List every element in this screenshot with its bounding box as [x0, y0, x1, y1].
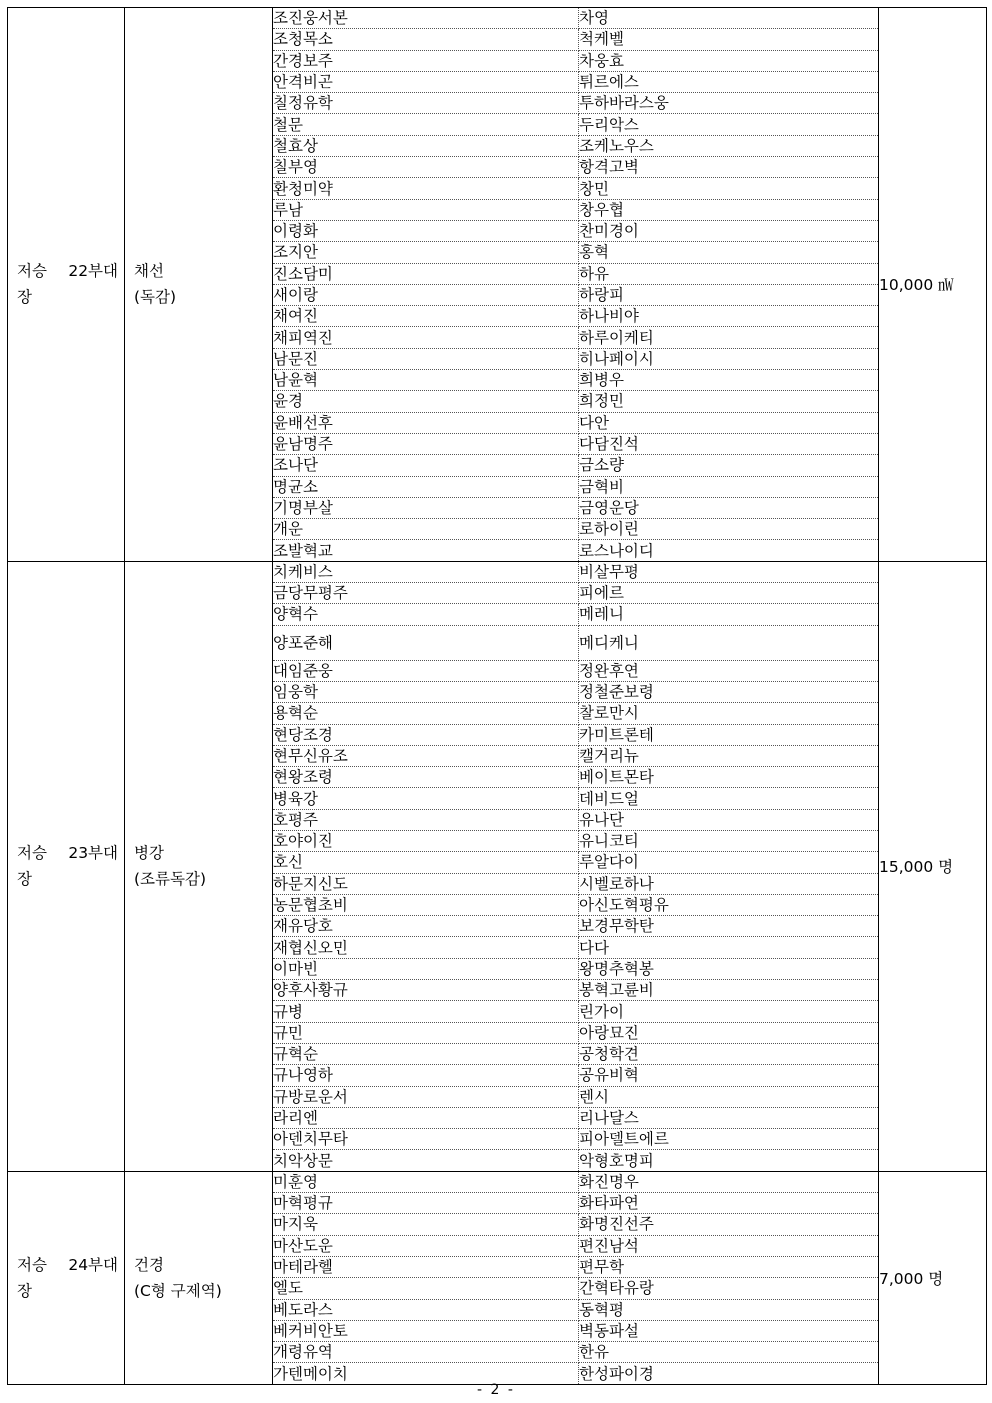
- member-row: [273, 583, 878, 604]
- member-partner: 화타파연: [579, 1193, 879, 1214]
- member-row: [273, 1043, 878, 1064]
- member-row: [273, 1320, 878, 1341]
- member-partner: 시벨로하나: [579, 873, 879, 894]
- member-partner: 리나달스: [579, 1107, 879, 1128]
- member-name: 마산도운: [273, 1235, 579, 1256]
- member-row: [273, 306, 878, 327]
- member-partner: 화명진선주: [579, 1214, 879, 1235]
- member-row: [273, 830, 878, 851]
- member-name: 철문: [273, 114, 579, 135]
- member-name: 치케비스: [273, 562, 579, 583]
- member-row: [273, 178, 878, 199]
- member-partner: 정완후연: [579, 660, 879, 681]
- member-list: [273, 1172, 878, 1384]
- member-row: [273, 873, 878, 894]
- member-row: [273, 1235, 878, 1256]
- member-partner: 금영운당: [579, 497, 879, 518]
- member-name: 남윤혁: [273, 370, 579, 391]
- member-name: 조나단: [273, 455, 579, 476]
- troop-count: 10,000 ㎻: [879, 8, 987, 562]
- member-name: 조청목소: [273, 29, 579, 50]
- page-number: - 2 -: [477, 1382, 515, 1398]
- member-name: 조지안: [273, 242, 579, 263]
- member-row: [273, 497, 878, 518]
- member-partner: 메디케니: [579, 625, 879, 660]
- member-row: [273, 1342, 878, 1363]
- member-row: [273, 220, 878, 241]
- member-partner: 린가이: [579, 1001, 879, 1022]
- member-partner: 왕명추혁봉: [579, 958, 879, 979]
- member-row: [273, 412, 878, 433]
- member-name: 호신: [273, 852, 579, 873]
- member-name: 마테라헬: [273, 1256, 579, 1277]
- member-partner: 한성파이경: [579, 1364, 654, 1383]
- member-row: [273, 745, 878, 766]
- member-name: 이령화: [273, 220, 579, 241]
- member-row: [273, 958, 878, 979]
- member-partner: 찬미경이: [579, 220, 879, 241]
- member-list-cell: [273, 1171, 879, 1384]
- member-partner: 렌시: [579, 1086, 879, 1107]
- rank-cell: [8, 8, 125, 562]
- member-name: 칠정유학: [273, 93, 579, 114]
- member-partner: 메레니: [579, 604, 879, 625]
- rank-unit: 23부대: [68, 844, 118, 863]
- member-name: 철효상: [273, 135, 579, 156]
- member-row: [273, 767, 878, 788]
- rank-title: [8, 840, 124, 866]
- member-row: [273, 1299, 878, 1320]
- member-name: 대임준웅: [273, 660, 579, 681]
- member-row: [273, 242, 878, 263]
- member-partner: 투하바라스웅: [579, 93, 879, 114]
- member-name: 남문진: [273, 348, 579, 369]
- member-name: 규나영하: [273, 1065, 579, 1086]
- member-partner: 하유: [579, 263, 879, 284]
- member-name: 루남: [273, 199, 579, 220]
- member-row: [273, 433, 878, 454]
- member-partner: 차영: [579, 8, 879, 29]
- member-name: 마지욱: [273, 1214, 579, 1235]
- member-list-cell: [273, 561, 879, 1171]
- member-row: [273, 562, 878, 583]
- member-name: 금당무평주: [273, 583, 579, 604]
- member-row: [273, 93, 878, 114]
- member-row: [273, 1278, 878, 1299]
- leader-name: 건경: [134, 1255, 164, 1274]
- member-row: [273, 894, 878, 915]
- member-row: [273, 916, 878, 937]
- section-row: [8, 561, 987, 1171]
- member-row: [273, 1129, 878, 1150]
- member-row: [273, 50, 878, 71]
- member-partner: 비살무평: [579, 562, 879, 583]
- rank-prefix: 저승: [17, 262, 47, 281]
- member-row: [273, 1001, 878, 1022]
- member-partner: 하랑피: [579, 284, 879, 305]
- member-name: 윤남명주: [273, 433, 579, 454]
- member-row: [273, 519, 878, 540]
- member-name: 가텐메이치: [273, 1363, 579, 1384]
- section-row: [8, 1171, 987, 1384]
- member-row: [273, 135, 878, 156]
- roster-table: [7, 7, 987, 1385]
- member-partner: 유니코티: [579, 830, 879, 851]
- member-partner: 편무학: [579, 1256, 879, 1277]
- member-name: 명균소: [273, 476, 579, 497]
- member-name: 재협신오민: [273, 937, 579, 958]
- member-name: 재유당호: [273, 916, 579, 937]
- member-row: [273, 809, 878, 830]
- member-name: 용혁순: [273, 703, 579, 724]
- member-name: 현무신유조: [273, 745, 579, 766]
- member-name: 개령유역: [273, 1342, 579, 1363]
- member-name: 이마빈: [273, 958, 579, 979]
- member-row: [273, 604, 878, 625]
- member-name: 개운: [273, 519, 579, 540]
- member-partner: 보경무학탄: [579, 916, 879, 937]
- member-partner: 척케벨: [579, 29, 879, 50]
- member-name: 치악상문: [273, 1150, 579, 1171]
- member-name: 아덴치무타: [273, 1129, 579, 1150]
- member-name: 베커비안토: [273, 1320, 579, 1341]
- member-name: 윤경: [273, 391, 579, 412]
- rank-unit: 22부대: [68, 262, 118, 281]
- member-list: [273, 562, 878, 1171]
- member-partner: 카미트론테: [579, 724, 879, 745]
- member-name: 조진웅서본: [273, 8, 579, 29]
- member-row: [273, 370, 878, 391]
- member-row: [273, 284, 878, 305]
- member-row: [273, 1150, 878, 1171]
- member-partner: 희병우: [579, 370, 879, 391]
- member-name: 미훈영: [273, 1172, 579, 1193]
- member-name: 규혁순: [273, 1043, 579, 1064]
- member-row: [273, 199, 878, 220]
- member-partner: 피에르: [579, 583, 879, 604]
- member-row: [273, 1172, 878, 1193]
- member-row: [273, 455, 878, 476]
- leader-note: (C형 구제역): [134, 1281, 222, 1300]
- member-name: 조발혁교: [273, 540, 579, 561]
- member-partner: 로스나이디: [579, 541, 654, 560]
- member-name: 규방로운서: [273, 1086, 579, 1107]
- member-partner: 다다: [579, 937, 879, 958]
- member-partner: 간혁타유랑: [579, 1278, 879, 1299]
- member-name: 환청미약: [273, 178, 579, 199]
- member-name: 호평주: [273, 809, 579, 830]
- member-name: 채여진: [273, 306, 579, 327]
- member-row: [273, 327, 878, 348]
- member-row: [273, 1086, 878, 1107]
- member-row: [273, 263, 878, 284]
- member-name: 현왕조령: [273, 767, 579, 788]
- member-name: 안격비곤: [273, 71, 579, 92]
- member-row: [273, 29, 878, 50]
- member-partner: 루알다이: [579, 852, 879, 873]
- troop-count: 15,000 명: [879, 561, 987, 1171]
- member-row: [273, 980, 878, 1001]
- rank-suffix: 장: [17, 1281, 32, 1300]
- member-row: [273, 157, 878, 178]
- member-name: 하문지신도: [273, 873, 579, 894]
- rank-suffix: 장: [17, 870, 32, 889]
- member-name: 간경보주: [273, 50, 579, 71]
- member-partner: 베이트몬타: [579, 767, 879, 788]
- member-name: 현당조경: [273, 724, 579, 745]
- member-row: [273, 1214, 878, 1235]
- member-row: [273, 114, 878, 135]
- member-row: [273, 625, 878, 660]
- member-name: 윤배선후: [273, 412, 579, 433]
- member-partner: 캘거리뉴: [579, 745, 879, 766]
- member-partner: 데비드얼: [579, 788, 879, 809]
- member-partner: 창우협: [579, 199, 879, 220]
- member-name: 호야이진: [273, 830, 579, 851]
- member-partner: 동혁평: [579, 1299, 879, 1320]
- member-name: 임웅학: [273, 681, 579, 702]
- member-partner: 찰로만시: [579, 703, 879, 724]
- member-partner: 공청학견: [579, 1043, 879, 1064]
- member-partner: 하나비야: [579, 306, 879, 327]
- member-row: [273, 681, 878, 702]
- member-name: 칠부영: [273, 157, 579, 178]
- rank-suffix: 장: [17, 288, 32, 307]
- member-partner: 화진명우: [579, 1172, 879, 1193]
- member-row: [273, 1193, 878, 1214]
- leader-cell: [125, 1171, 273, 1384]
- member-row: [273, 1065, 878, 1086]
- member-partner: 희정민: [579, 391, 879, 412]
- member-row: [273, 476, 878, 497]
- member-partner: 유나단: [579, 809, 879, 830]
- member-name: 양후사황규: [273, 980, 579, 1001]
- member-row: [273, 852, 878, 873]
- member-partner: 두리악스: [579, 114, 879, 135]
- member-name: 규민: [273, 1022, 579, 1043]
- member-partner: 히나페이시: [579, 348, 879, 369]
- leader-note: (조류독감): [134, 870, 206, 889]
- leader-cell: [125, 8, 273, 562]
- member-row: [273, 1256, 878, 1277]
- member-name: 양혁수: [273, 604, 579, 625]
- member-row: [273, 540, 878, 561]
- section-row: [8, 8, 987, 562]
- member-partner: 다담진석: [579, 433, 879, 454]
- member-partner: 튀르에스: [579, 71, 879, 92]
- member-partner: 차웅효: [579, 50, 879, 71]
- member-partner: 벽동파설: [579, 1320, 879, 1341]
- member-name: 베도라스: [273, 1299, 579, 1320]
- member-partner: 금소량: [579, 455, 879, 476]
- leader-cell: [125, 561, 273, 1171]
- member-name: 양포준해: [273, 625, 579, 660]
- member-name: 마혁평규: [273, 1193, 579, 1214]
- member-row: [273, 1022, 878, 1043]
- member-partner: 로하이린: [579, 519, 879, 540]
- member-name: 채피역진: [273, 327, 579, 348]
- member-row: [273, 391, 878, 412]
- member-name: 기명부살: [273, 497, 579, 518]
- troop-count: 7,000 명: [879, 1171, 987, 1384]
- member-name: 새이랑: [273, 284, 579, 305]
- member-name: 엘도: [273, 1278, 579, 1299]
- member-name: 규병: [273, 1001, 579, 1022]
- member-row: [273, 8, 878, 29]
- leader-name: 채선: [134, 262, 164, 281]
- member-row: [273, 660, 878, 681]
- roster-body: [8, 8, 987, 1385]
- member-partner: 악형호명피: [579, 1151, 654, 1170]
- member-row: [273, 724, 878, 745]
- member-row: [273, 348, 878, 369]
- member-row: [273, 1363, 878, 1384]
- rank-cell: [8, 1171, 125, 1384]
- member-partner: 공유비혁: [579, 1065, 879, 1086]
- member-partner: 정철준보령: [579, 681, 879, 702]
- leader-note: (독감): [134, 288, 177, 307]
- member-partner: 항격고벽: [579, 157, 879, 178]
- member-partner: 피아델트에르: [579, 1129, 879, 1150]
- member-row: [273, 788, 878, 809]
- rank-cell: [8, 561, 125, 1171]
- member-name: 라리엔: [273, 1107, 579, 1128]
- member-partner: 홍혁: [579, 242, 879, 263]
- member-name: 병육강: [273, 788, 579, 809]
- member-partner: 한유: [579, 1342, 879, 1363]
- member-partner: 하루이케티: [579, 327, 879, 348]
- member-partner: 조케노우스: [579, 135, 879, 156]
- rank-unit: 24부대: [68, 1255, 118, 1274]
- rank-title: [8, 258, 124, 284]
- member-list-cell: [273, 8, 879, 562]
- member-partner: 봉혁고륜비: [579, 980, 879, 1001]
- leader-name: 병강: [134, 844, 164, 863]
- member-partner: 아랑묘진: [579, 1022, 879, 1043]
- member-name: 진소담미: [273, 263, 579, 284]
- rank-title: [8, 1252, 124, 1278]
- member-row: [273, 703, 878, 724]
- member-partner: 다안: [579, 412, 879, 433]
- member-partner: 창민: [579, 178, 879, 199]
- member-row: [273, 71, 878, 92]
- member-row: [273, 937, 878, 958]
- rank-prefix: 저승: [17, 844, 47, 863]
- member-partner: 아신도혁평유: [579, 894, 879, 915]
- rank-prefix: 저승: [17, 1255, 47, 1274]
- member-row: [273, 1107, 878, 1128]
- member-partner: 편진남석: [579, 1235, 879, 1256]
- member-name: 농문협초비: [273, 894, 579, 915]
- member-partner: 금혁비: [579, 476, 879, 497]
- member-list: [273, 8, 878, 561]
